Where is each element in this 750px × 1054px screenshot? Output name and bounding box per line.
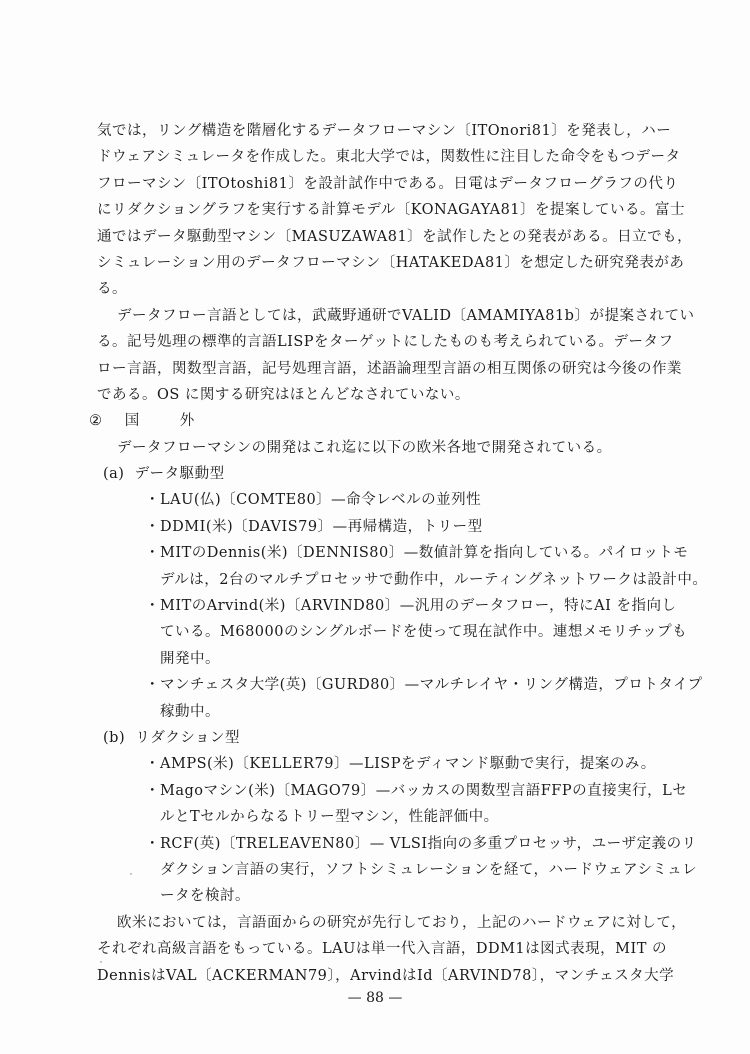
list-item (97, 540, 689, 566)
bullet-icon: ・ (145, 492, 160, 509)
list-item (97, 778, 688, 804)
page-number: — 88 — (347, 990, 403, 1006)
scan-speck (130, 873, 132, 875)
text-line: ロー言語，関数型言語，記号処理言語，述語論理型言語の相互関係の研究は今後の作業 (97, 360, 682, 377)
text-line: る。 (97, 281, 127, 298)
list-item-text: マンチェスタ大学(英)〔GURD80〕—マルチレイヤ・リング構造，プロトタイプ (160, 677, 703, 694)
body-text (89, 118, 708, 989)
subsection-heading-b (97, 725, 657, 751)
text-line: それぞれ高級言語をもっている。LAUは単一代入言語，DDM1は図式表現，MIT の (97, 941, 667, 958)
list-item-text: MITのDennis(米)〔DENNIS80〕—数値計算を指向している。パイロットモ (160, 545, 689, 562)
bullet-icon: ・ (145, 756, 160, 773)
subsection-title: リダクション型 (135, 729, 241, 746)
bullet-icon: ・ (145, 545, 160, 562)
text-line: ドウェアシミュレータを作成した。東北大学では，関数性に注目した命令をもつデータ (97, 149, 681, 166)
subsection-heading-a (97, 461, 657, 487)
list-item (97, 672, 703, 698)
list-item (97, 514, 657, 540)
scan-speck (100, 961, 102, 963)
subsection-marker: (b) (103, 729, 126, 746)
list-item-text: LAU(仏)〔COMTE80〕—命令レベルの並列性 (160, 492, 482, 509)
text-line: 欧米においては，言語面からの研究が先行しており，上記のハードウェアに対して， (117, 914, 687, 931)
bullet-icon: ・ (145, 598, 160, 615)
text-line: る。記号処理の標準的言語LISPをターゲットにしたものも考えられている。データフ (97, 334, 674, 351)
text-line: ている。M68000のシングルボードを使って現在試作中。連想メモリチップも (160, 624, 688, 641)
text-line: 開発中。 (160, 650, 220, 667)
text-line: シミュレーション用のデータフローマシン〔HATAKEDA81〕を想定した研究発表があ (97, 254, 685, 271)
text-line: 稼動中。 (160, 703, 220, 720)
list-item (97, 831, 697, 857)
text-line: デルは，2台のマルチプロセッサで動作中，ルーティングネットワークは設計中。 (160, 571, 708, 588)
text-line: DennisはVAL〔ACKERMAN79〕，ArvindはId〔ARVIND78〕，マンチェスタ大学 (97, 967, 675, 984)
text-line: 通ではデータ駆動型マシン〔MASUZAWA81〕を試作したとの発表がある。日立でも， (97, 228, 693, 245)
text-line: にリダクショングラフを実行する計算モデル〔KONAGAYA81〕を提案している。富士 (97, 202, 686, 219)
section-title-part: 外 (179, 413, 195, 430)
list-item-text: DDMI(米)〔DAVIS79〕—再帰構造，トリー型 (160, 518, 483, 535)
subsection-marker: (a) (103, 466, 125, 483)
list-item-text: Magoマシン(米)〔MAGO79〕—バッカスの関数型言語FFPの直接実行，Lセ (160, 782, 688, 799)
list-item-text: RCF(英)〔TRELEAVEN80〕— VLSI指向の多重プロセッサ，ユーザ定義のリ (160, 835, 697, 852)
bullet-icon: ・ (145, 518, 160, 535)
list-item (97, 487, 657, 513)
section-marker: ② (89, 413, 103, 430)
text-line: 気では，リング構造を階層化するデータフローマシン〔ITOnori81〕を発表し，ハー (97, 123, 672, 139)
section-heading-2 (89, 408, 657, 434)
subsection-title: データ駆動型 (134, 466, 225, 483)
text-line: ータを検討。 (160, 888, 250, 905)
list-item-text: AMPS(米)〔KELLER79〕—LISPをディマンド駆動で実行，提案のみ。 (160, 756, 656, 773)
bullet-icon: ・ (145, 835, 160, 852)
bullet-icon: ・ (145, 782, 160, 799)
list-item (97, 751, 657, 777)
text-line: である。OS に関する研究はほとんどなされていない。 (97, 386, 470, 403)
text-line: データフロー言語としては，武蔵野通研でVALID〔AMAMIYA81b〕が提案されてい (117, 307, 695, 324)
list-item (97, 593, 677, 619)
text-line: フローマシン〔ITOtoshi81〕を設計試作中である。日電はデータフローグラフの代り (97, 175, 679, 192)
section-title-part: 国 (124, 413, 140, 430)
list-item-text: MITのArvind(米)〔ARVIND80〕—汎用のデータフロー，特にAI を指向し (160, 598, 677, 615)
text-line: ルとTセルからなるトリー型マシン，性能評価中。 (160, 809, 499, 826)
bullet-icon: ・ (145, 677, 160, 694)
text-line: データフローマシンの開発はこれ迄に以下の欧米各地で開発されている。 (117, 439, 612, 456)
text-line: ダクション言語の実行，ソフトシミュレーションを経て，ハードウェアシミュレ (160, 861, 698, 878)
